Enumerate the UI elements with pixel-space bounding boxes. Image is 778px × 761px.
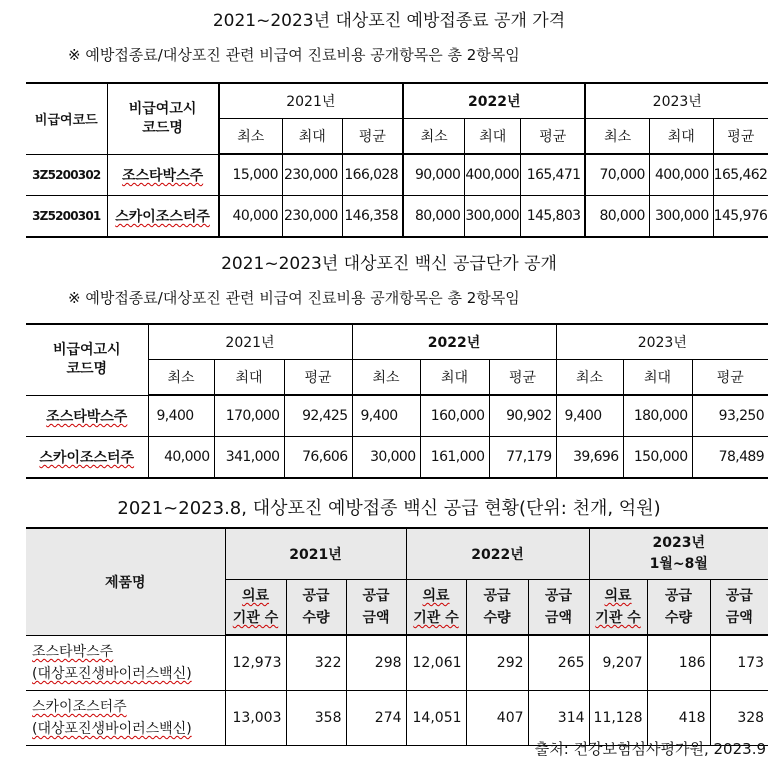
- table3-sub-quantity: 공급 수량: [286, 580, 346, 636]
- value-cell: 165,462: [713, 154, 768, 196]
- value-cell: 145,803: [521, 196, 586, 238]
- value-cell: 12,061: [406, 635, 466, 691]
- table3-sub-institutions: 의료 기관 수: [589, 580, 647, 636]
- value-cell: 358: [286, 691, 346, 746]
- value-cell: 92,425: [284, 395, 352, 437]
- value-cell: 70,000: [585, 154, 649, 196]
- value-cell: 14,051: [406, 691, 466, 746]
- table-row: [26, 154, 768, 196]
- value-cell: 300,000: [465, 196, 521, 238]
- table3-year-2021: 2021년: [225, 528, 406, 580]
- table1-year-2023: 2023년: [585, 83, 768, 119]
- product-name: 조스타박스주: [32, 643, 114, 660]
- value-cell: 418: [647, 691, 710, 746]
- value-cell: 9,400: [148, 395, 214, 437]
- table2-sub-max: 최대: [420, 360, 489, 396]
- value-cell: 9,400: [556, 395, 623, 437]
- table3-sub-amount: 공급 금액: [710, 580, 768, 636]
- value-cell: 322: [286, 635, 346, 691]
- table1-sub-min: 최소: [403, 119, 465, 155]
- value-cell: 13,003: [225, 691, 286, 746]
- table1-header-name: 비급여고시 코드명: [107, 83, 218, 154]
- value-cell: 9,207: [589, 635, 647, 691]
- value-cell: 30,000: [352, 437, 420, 479]
- table1-year-2022: 2022년: [403, 83, 585, 119]
- value-cell: 90,902: [489, 395, 556, 437]
- table3-sub-quantity: 공급 수량: [647, 580, 710, 636]
- value-cell: 80,000: [585, 196, 649, 238]
- table1-header-code: 비급여코드: [26, 83, 107, 154]
- table2-title: 2021~2023년 대상포진 백신 공급단가 공개: [221, 254, 557, 274]
- table2-sub-avg: 평균: [284, 360, 352, 396]
- table1-sub-avg: 평균: [713, 119, 768, 155]
- product-description: (대상포진생바이러스백신): [32, 721, 192, 737]
- value-cell: 161,000: [420, 437, 489, 479]
- table-row: [26, 196, 768, 238]
- value-cell: 9,400: [352, 395, 420, 437]
- table2-sub-avg: 평균: [489, 360, 556, 396]
- source-note: 출처: 건강보험심사평가원, 2023.9: [534, 740, 766, 758]
- table3-sub-quantity: 공급 수량: [466, 580, 528, 636]
- product-name-cell: 스카이조스터주: [107, 196, 218, 238]
- product-name-cell: 스카이조스터주: [26, 437, 148, 479]
- table2-sub-max: 최대: [214, 360, 284, 396]
- table2-supply-price-table: [26, 323, 768, 479]
- value-cell: 165,471: [521, 154, 586, 196]
- code-cell: 3Z5200302: [26, 154, 107, 196]
- value-cell: 145,976: [713, 196, 768, 238]
- product-cell: [26, 691, 225, 746]
- value-cell: 328: [710, 691, 768, 746]
- value-cell: 265: [528, 635, 589, 691]
- value-cell: 300,000: [649, 196, 713, 238]
- value-cell: 341,000: [214, 437, 284, 479]
- value-cell: 40,000: [148, 437, 214, 479]
- table2-year-2022: 2022년: [352, 324, 556, 360]
- code-cell: 3Z5200301: [26, 196, 107, 238]
- table3-supply-status-table: [26, 527, 768, 746]
- table3-sub-amount: 공급 금액: [528, 580, 589, 636]
- product-name: 스카이조스터주: [32, 699, 127, 715]
- table1-title: 2021~2023년 대상포진 예방접종료 공개 가격: [212, 11, 566, 31]
- product-description: (대상포진생바이러스백신): [32, 665, 192, 682]
- value-cell: 230,000: [282, 196, 342, 238]
- table1-sub-max: 최대: [465, 119, 521, 155]
- value-cell: 93,250: [692, 395, 768, 437]
- value-cell: 160,000: [420, 395, 489, 437]
- value-cell: 298: [346, 635, 406, 691]
- value-cell: 40,000: [219, 196, 283, 238]
- value-cell: 80,000: [403, 196, 465, 238]
- table1-price-table: [26, 82, 768, 238]
- table3-sub-institutions: 의료 기관 수: [406, 580, 466, 636]
- table2-sub-min: 최소: [148, 360, 214, 396]
- value-cell: 90,000: [403, 154, 465, 196]
- value-cell: 407: [466, 691, 528, 746]
- table1-sub-max: 최대: [649, 119, 713, 155]
- value-cell: 400,000: [465, 154, 521, 196]
- value-cell: 274: [346, 691, 406, 746]
- table2-note: ※ 예방접종료/대상포진 관련 비급여 진료비용 공개항목은 총 2항목임: [68, 289, 520, 307]
- table1-sub-avg: 평균: [521, 119, 586, 155]
- table2-sub-min: 최소: [556, 360, 623, 396]
- value-cell: 180,000: [623, 395, 692, 437]
- table1-sub-max: 최대: [282, 119, 342, 155]
- table-row: [26, 437, 768, 479]
- product-name-cell: 조스타박스주: [107, 154, 218, 196]
- table1-year-2021: 2021년: [219, 83, 403, 119]
- value-cell: 166,028: [342, 154, 403, 196]
- table3-header-product: 제품명: [26, 528, 225, 635]
- table2-year-2023: 2023년: [556, 324, 768, 360]
- table1-sub-min: 최소: [585, 119, 649, 155]
- table1-sub-avg: 평균: [342, 119, 403, 155]
- table2-header-name: 비급여고시 코드명: [26, 324, 148, 395]
- table3-sub-amount: 공급 금액: [346, 580, 406, 636]
- value-cell: 12,973: [225, 635, 286, 691]
- table-row: [26, 635, 768, 691]
- value-cell: 186: [647, 635, 710, 691]
- table2-year-2021: 2021년: [148, 324, 352, 360]
- value-cell: 78,489: [692, 437, 768, 479]
- value-cell: 76,606: [284, 437, 352, 479]
- table3-sub-institutions: 의료 기관 수: [225, 580, 286, 636]
- table2-sub-min: 최소: [352, 360, 420, 396]
- table1-sub-min: 최소: [219, 119, 283, 155]
- value-cell: 15,000: [219, 154, 283, 196]
- value-cell: 230,000: [282, 154, 342, 196]
- value-cell: 292: [466, 635, 528, 691]
- table-row: [26, 395, 768, 437]
- table3-year-2022: 2022년: [406, 528, 589, 580]
- value-cell: 400,000: [649, 154, 713, 196]
- value-cell: 173: [710, 635, 768, 691]
- product-name-cell: 조스타박스주: [26, 395, 148, 437]
- table3-year-2023: 2023년 1월~8월: [589, 528, 768, 580]
- table2-sub-max: 최대: [623, 360, 692, 396]
- value-cell: 170,000: [214, 395, 284, 437]
- table1-note: ※ 예방접종료/대상포진 관련 비급여 진료비용 공개항목은 총 2항목임: [68, 46, 520, 64]
- value-cell: 39,696: [556, 437, 623, 479]
- value-cell: 314: [528, 691, 589, 746]
- table2-sub-avg: 평균: [692, 360, 768, 396]
- product-cell: [26, 635, 225, 691]
- value-cell: 77,179: [489, 437, 556, 479]
- table3-title: 2021~2023.8, 대상포진 예방접종 백신 공급 현황(단위: 천개, 억원): [117, 498, 661, 519]
- value-cell: 11,128: [589, 691, 647, 746]
- value-cell: 146,358: [342, 196, 403, 238]
- value-cell: 150,000: [623, 437, 692, 479]
